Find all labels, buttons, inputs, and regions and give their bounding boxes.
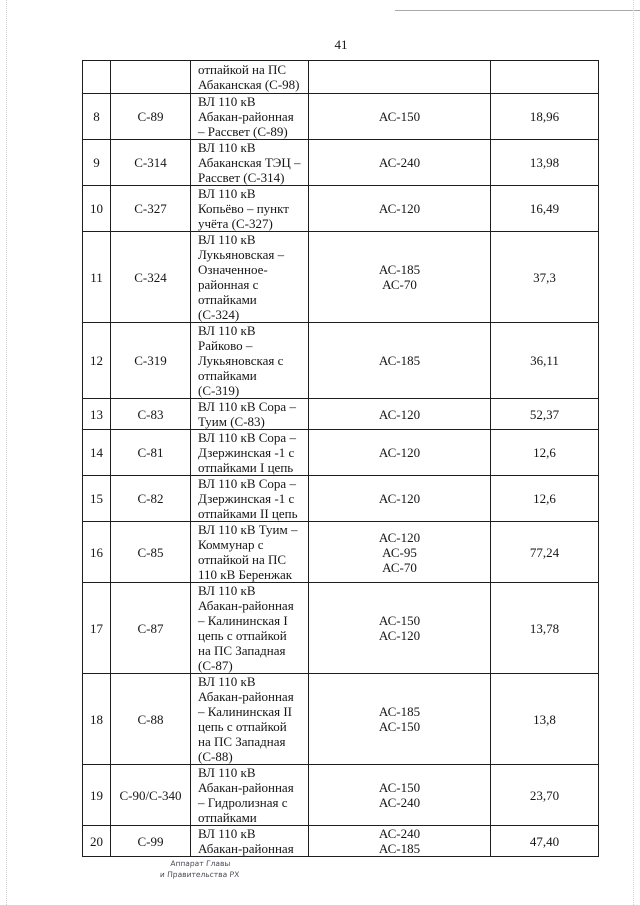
- line-name-cell: ВЛ 110 кВ Абакан-районная – Рассвет (С-89): [191, 94, 309, 140]
- scan-edge-line: [395, 10, 640, 11]
- line-length-cell: 16,49: [491, 186, 599, 232]
- line-name-cell: ВЛ 110 кВ Лукьяновская – Означенное- районная с отпайками (С-324): [191, 232, 309, 323]
- row-number-cell: 19: [83, 765, 111, 826]
- line-length-cell: 18,96: [491, 94, 599, 140]
- line-code-cell: С-90/С-340: [111, 765, 191, 826]
- line-code-cell: С-99: [111, 826, 191, 857]
- table-row: [83, 674, 599, 765]
- row-number-cell: 13: [83, 399, 111, 430]
- line-length-cell: 37,3: [491, 232, 599, 323]
- row-number-cell: 9: [83, 140, 111, 186]
- line-code-cell: С-87: [111, 583, 191, 674]
- line-length-cell: 12,6: [491, 476, 599, 522]
- wire-grade-cell: АС-185 АС-150: [309, 674, 491, 765]
- wire-grade-cell: АС-240: [309, 140, 491, 186]
- line-code-cell: [111, 61, 191, 94]
- wire-grade-cell: АС-185: [309, 323, 491, 399]
- scan-edge-noise-right: [633, 0, 634, 905]
- wire-grade-cell: АС-150 АС-120: [309, 583, 491, 674]
- stamp: [149, 858, 251, 880]
- wire-grade-cell: АС-120: [309, 186, 491, 232]
- table-row: [83, 140, 599, 186]
- line-length-cell: 23,70: [491, 765, 599, 826]
- table-row: [83, 94, 599, 140]
- table-row: [83, 583, 599, 674]
- row-number-cell: 15: [83, 476, 111, 522]
- row-number-cell: 20: [83, 826, 111, 857]
- table-row: [83, 522, 599, 583]
- table-row: [83, 430, 599, 476]
- line-code-cell: С-88: [111, 674, 191, 765]
- power-lines-table: [82, 60, 599, 857]
- line-code-cell: С-319: [111, 323, 191, 399]
- line-code-cell: С-81: [111, 430, 191, 476]
- line-name-cell: ВЛ 110 кВ Абакан-районная – Гидролизная с отпайками: [191, 765, 309, 826]
- wire-grade-cell: АС-120: [309, 399, 491, 430]
- line-name-cell: ВЛ 110 кВ Сора – Туим (С-83): [191, 399, 309, 430]
- line-length-cell: [491, 61, 599, 94]
- table-row: [83, 826, 599, 857]
- line-length-cell: 36,11: [491, 323, 599, 399]
- scan-edge-noise-left: [6, 0, 7, 905]
- line-length-cell: 12,6: [491, 430, 599, 476]
- line-code-cell: С-314: [111, 140, 191, 186]
- wire-grade-cell: АС-240 АС-185: [309, 826, 491, 857]
- line-name-cell: ВЛ 110 кВ Абакан-районная: [191, 826, 309, 857]
- line-name-cell: ВЛ 110 кВ Сора – Дзержинская -1 с отпайками II цепь: [191, 476, 309, 522]
- line-name-cell: ВЛ 110 кВ Копьёво – пункт учёта (С-327): [191, 186, 309, 232]
- line-code-cell: С-85: [111, 522, 191, 583]
- table-row: [83, 476, 599, 522]
- table-row: [83, 765, 599, 826]
- wire-grade-cell: АС-120: [309, 476, 491, 522]
- row-number-cell: 8: [83, 94, 111, 140]
- row-number-cell: 11: [83, 232, 111, 323]
- wire-grade-cell: АС-120: [309, 430, 491, 476]
- line-code-cell: С-82: [111, 476, 191, 522]
- line-name-cell: ВЛ 110 кВ Сора – Дзержинская -1 с отпайками I цепь: [191, 430, 309, 476]
- row-number-cell: 16: [83, 522, 111, 583]
- stamp-line: и Правительства РХ: [159, 870, 240, 879]
- stamp-line: Аппарат Главы: [170, 859, 231, 868]
- line-length-cell: 13,78: [491, 583, 599, 674]
- row-number-cell: 10: [83, 186, 111, 232]
- row-number-cell: 14: [83, 430, 111, 476]
- line-name-cell: ВЛ 110 кВ Райково – Лукьяновская с отпайками (С-319): [191, 323, 309, 399]
- line-code-cell: С-83: [111, 399, 191, 430]
- line-name-cell: ВЛ 110 кВ Туим – Коммунар с отпайкой на ПС 110 кВ Беренжак: [191, 522, 309, 583]
- line-code-cell: С-327: [111, 186, 191, 232]
- wire-grade-cell: АС-150 АС-240: [309, 765, 491, 826]
- page-number: 41: [334, 37, 348, 52]
- line-length-cell: 47,40: [491, 826, 599, 857]
- table-row: [83, 186, 599, 232]
- row-number-cell: 12: [83, 323, 111, 399]
- wire-grade-cell: [309, 61, 491, 94]
- line-length-cell: 13,8: [491, 674, 599, 765]
- wire-grade-cell: АС-150: [309, 94, 491, 140]
- line-name-cell: ВЛ 110 кВ Абакан-районная – Калининская II цепь с отпайкой на ПС Западная (С-88): [191, 674, 309, 765]
- table-row: [83, 61, 599, 94]
- line-name-cell: ВЛ 110 кВ Абакан-районная – Калининская I цепь с отпайкой на ПС Западная (С-87): [191, 583, 309, 674]
- row-number-cell: 18: [83, 674, 111, 765]
- wire-grade-cell: АС-120 АС-95 АС-70: [309, 522, 491, 583]
- line-length-cell: 13,98: [491, 140, 599, 186]
- line-code-cell: С-89: [111, 94, 191, 140]
- table-row: [83, 323, 599, 399]
- line-length-cell: 52,37: [491, 399, 599, 430]
- wire-grade-cell: АС-185 АС-70: [309, 232, 491, 323]
- line-name-cell: отпайкой на ПС Абаканская (С-98): [191, 61, 309, 94]
- table-row: [83, 399, 599, 430]
- table-row: [83, 232, 599, 323]
- line-code-cell: С-324: [111, 232, 191, 323]
- row-number-cell: [83, 61, 111, 94]
- line-length-cell: 77,24: [491, 522, 599, 583]
- line-name-cell: ВЛ 110 кВ Абаканская ТЭЦ – Рассвет (С-314): [191, 140, 309, 186]
- row-number-cell: 17: [83, 583, 111, 674]
